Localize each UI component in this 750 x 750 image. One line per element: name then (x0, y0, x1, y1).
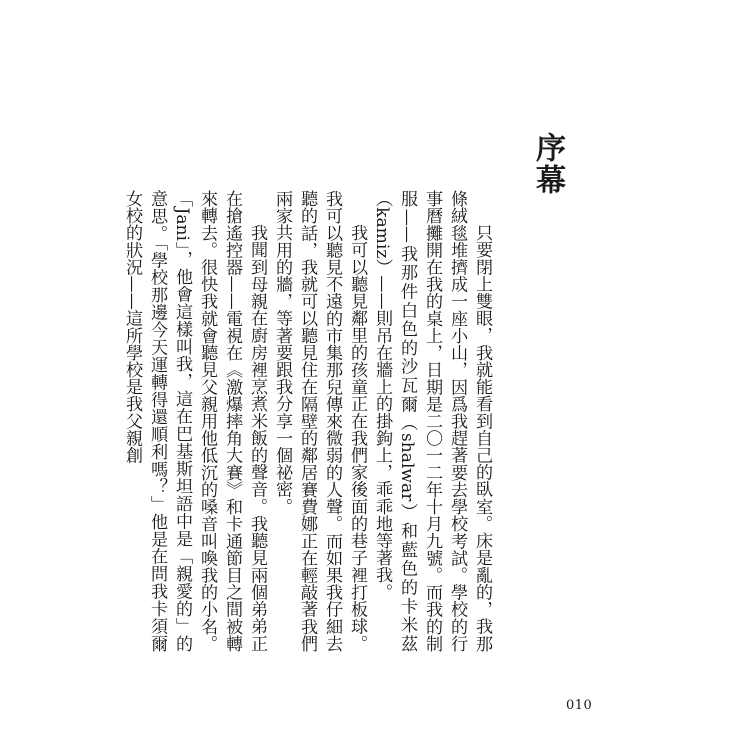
paragraph: 我聞到母親在廚房裡烹煮米飯的聲音。我聽見兩個弟弟正在搶遙控器——電視在《激爆摔角大賽》和卡通節目之間被轉來轉去。很快我就會聽見父親用他低沉的嗓音叫喚我的小名。「Jani」，他會這樣叫我，這在巴基斯坦語中是「親愛的」的意思。「學校那邊今天運轉得還順利嗎？」他是在問我卡須爾女校的狀況——這所學校是我父親創 (122, 190, 267, 652)
body-text (122, 190, 494, 652)
chapter-title: 序幕 (530, 132, 565, 196)
paragraph: 我可以聽見鄰里的孩童正在我們家後面的巷子裡打板球。我可以聽見不遠的市集那兒傳來微弱的人聲。而如果我仔細去聽的話，我就可以聽見住在隔壁的鄰居賽費娜正在輕敲著我們兩家共用的牆，等著要跟我分享一個祕密。 (272, 190, 367, 652)
paragraph: 只要閉上雙眼，我就能看到自己的臥室。床是亂的，我那條絨毯堆擠成一座小山，因爲我趕著要去學校考試。學校的行事曆攤開在我的桌上，日期是二〇一二年十月九號。而我的制服——我那件白色的沙瓦爾（shalwar）和藍色的卡米茲（kamiz）——則吊在牆上的掛鉤上，乖乖地等著我。 (372, 190, 492, 652)
page-number: 010 (566, 698, 593, 713)
